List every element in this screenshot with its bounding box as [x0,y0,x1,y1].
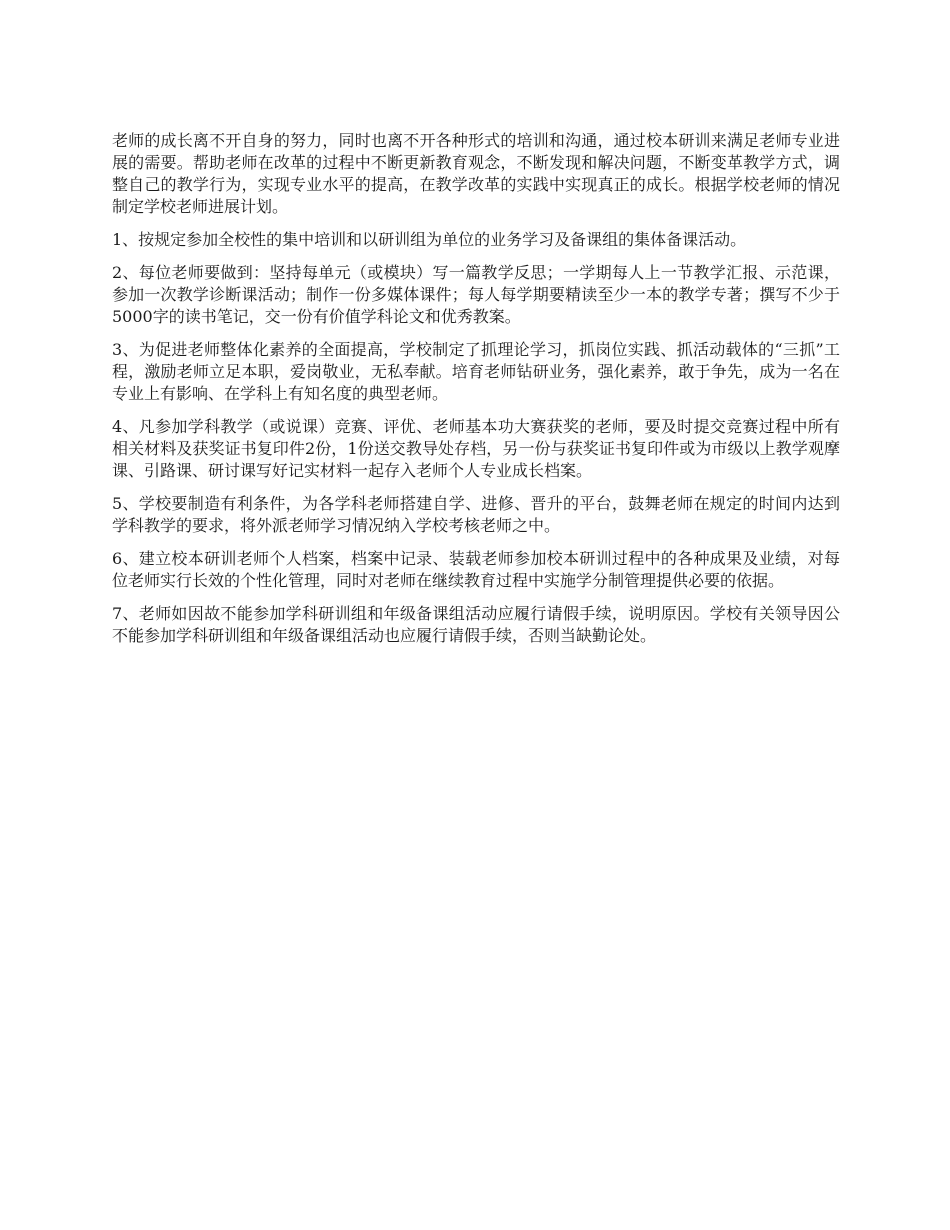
item-paragraph-2: 2、每位老师要做到：坚持每单元（或模块）写一篇教学反思；一学期每人上一节教学汇报、示范课，参加一次教学诊断课活动；制作一份多媒体课件；每人每学期要精读至少一本的教学专著；撰写不少于5000字的读书笔记，交一份有价值学科论文和优秀教案。 [112,263,840,326]
item-paragraph-3: 3、为促进老师整体化素养的全面提高，学校制定了抓理论学习，抓岗位实践、抓活动载体的“三抓”工程，激励老师立足本职，爱岗敬业，无私奉献。培育老师钻研业务，强化素养，敢于争先，成为一名在专业上有影响、在学科上有知名度的典型老师。 [112,340,840,403]
item-paragraph-1: 1、按规定参加全校性的集中培训和以研训组为单位的业务学习及备课组的集体备课活动。 [112,230,747,249]
item-paragraph-5: 5、学校要制造有利条件，为各学科老师搭建自学、进修、晋升的平台，鼓舞老师在规定的时间内达到学科教学的要求，将外派老师学习情况纳入学校考核老师之中。 [112,494,840,535]
intro-paragraph: 老师的成长离不开自身的努力，同时也离不开各种形式的培训和沟通，通过校本研训来满足老师专业进展的需要。帮助老师在改革的过程中不断更新教育观念，不断发现和解决问题，不断变革教学方式，调整自己的教学行为，实现专业水平的提高，在教学改革的实践中实现真正的成长。根据学校老师的情况制定学校老师进展计划。 [112,131,840,216]
document-body [112,130,840,647]
item-paragraph-6: 6、建立校本研训老师个人档案，档案中记录、装载老师参加校本研训过程中的各种成果及业绩，对每位老师实行长效的个性化管理，同时对老师在继续教育过程中实施学分制管理提供必要的依据。 [112,549,840,590]
item-paragraph-4: 4、凡参加学科教学（或说课）竞赛、评优、老师基本功大赛获奖的老师，要及时提交竞赛过程中所有相关材料及获奖证书复印件2份，1份送交教导处存档，另一份与获奖证书复印件或为市级以上教学观摩课、引路课、研讨课写好记实材料一起存入老师个人专业成长档案。 [112,417,840,480]
item-paragraph-7: 7、老师如因故不能参加学科研训组和年级备课组活动应履行请假手续，说明原因。学校有关领导因公不能参加学科研训组和年级备课组活动也应履行请假手续，否则当缺勤论处。 [112,604,840,645]
